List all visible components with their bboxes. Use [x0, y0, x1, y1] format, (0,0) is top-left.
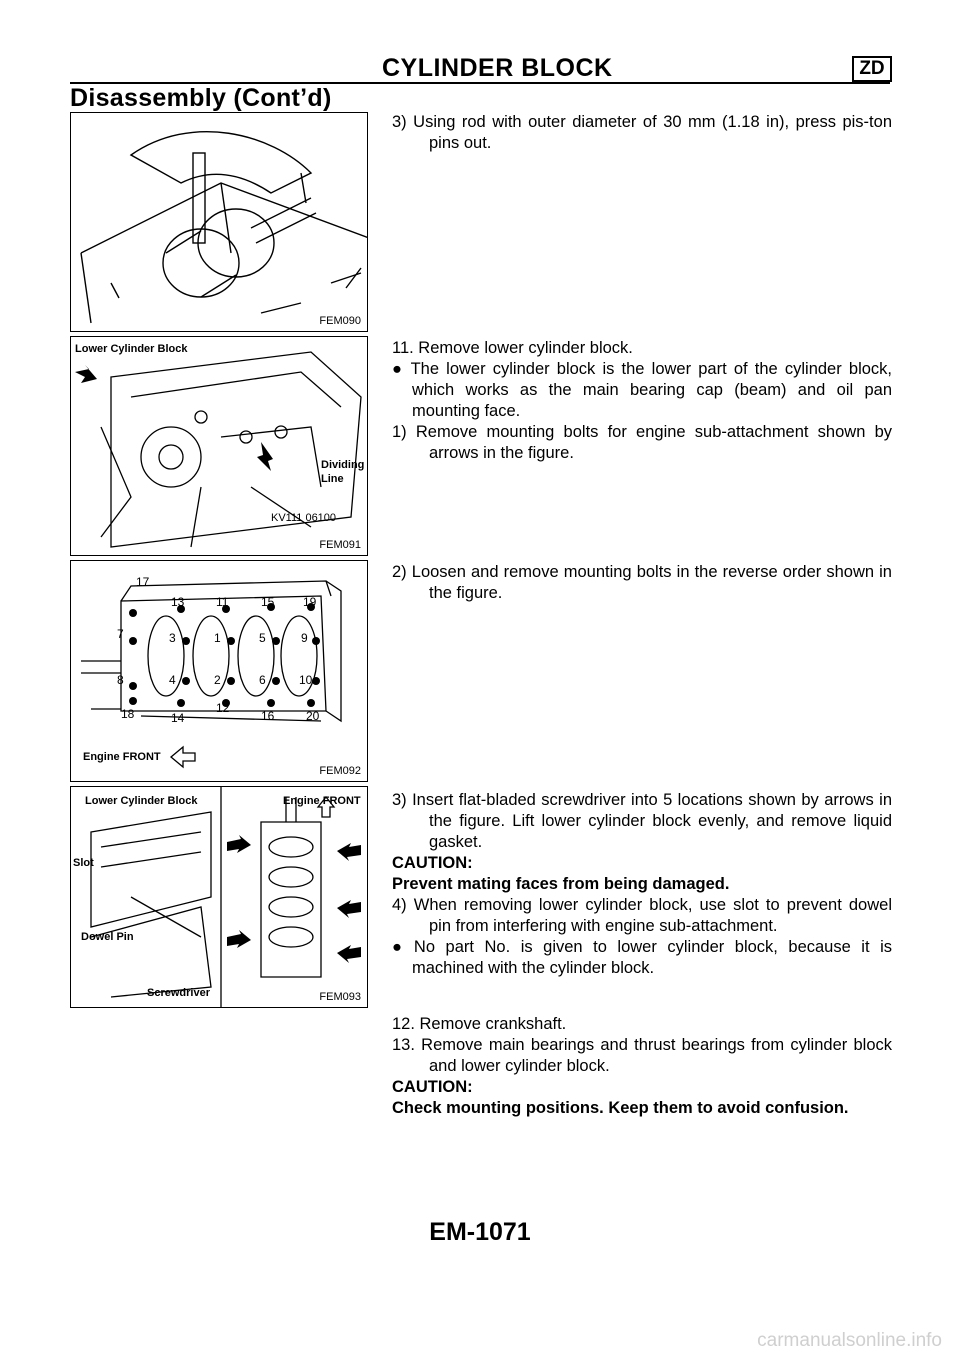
- figure-bolt-order: [70, 560, 368, 782]
- bolt-18: 18: [121, 707, 135, 721]
- section-title: CYLINDER BLOCK: [382, 54, 613, 82]
- watermark: carmanualsonline.info: [757, 1330, 942, 1351]
- step-loosen-bolts: 2) Loosen and remove mounting bolts in the reverse order shown in the figure.: [392, 563, 892, 602]
- step-remove-sub-attachment-bolts: 1) Remove mounting bolts for engine sub-attachment shown by arrows in the figure.: [392, 423, 892, 462]
- step-12: 12. Remove crankshaft.: [392, 1015, 567, 1033]
- caution-heading: CAUTION:: [392, 854, 473, 872]
- text-section-crankshaft: [392, 1014, 892, 1119]
- bullet-lower-block-description: ● The lower cylinder block is the lower part of the cylinder block, which works as the main bearing cap (beam) and oil pan mounting face.: [392, 360, 892, 420]
- label-engine-front: Engine FRONT: [83, 751, 161, 763]
- bullet-icon: ●: [392, 360, 405, 378]
- bolt-19: 19: [303, 595, 317, 609]
- bullet-icon: ●: [392, 938, 408, 956]
- caution-text: Prevent mating faces from being damaged.: [392, 875, 730, 893]
- bolt-14: 14: [171, 711, 185, 725]
- piston-pin-illustration: [71, 113, 368, 332]
- section-subtitle: Disassembly (Cont’d): [70, 84, 332, 112]
- bolt-17: 17: [136, 575, 150, 589]
- bolt-13: 13: [171, 595, 185, 609]
- label-lower-cylinder-block: Lower Cylinder Block: [85, 795, 198, 807]
- engine-badge: ZD: [852, 56, 892, 82]
- page-number: EM-1071: [429, 1218, 531, 1246]
- step-13: 13. Remove main bearings and thrust bearings from cylinder block and lower cylinder block.: [392, 1036, 892, 1075]
- label-dividing: Dividing: [321, 459, 365, 471]
- bolt-2: 2: [214, 673, 221, 687]
- bolt-1: 1: [214, 631, 221, 645]
- bullet-no-part-number: ● No part No. is given to lower cylinder block, because it is machined with the cylinder block.: [392, 938, 893, 977]
- figure-code: FEM093: [319, 991, 361, 1003]
- bolt-12: 12: [216, 701, 230, 715]
- figure-screwdriver-locations: [70, 786, 368, 1008]
- figure-lower-cylinder-bolts: [70, 336, 368, 556]
- label-engine-front: Engine FRONT: [283, 795, 361, 807]
- text-section-loosen-bolts: [392, 562, 892, 604]
- step-11: 11. Remove lower cylinder block.: [392, 339, 633, 357]
- bolt-8: 8: [117, 673, 124, 687]
- figure-code: FEM090: [319, 315, 361, 327]
- text-section-screwdriver: [392, 790, 892, 979]
- figure-piston-pin: [70, 112, 368, 332]
- bolt-11: 11: [216, 595, 229, 609]
- label-screwdriver: Screwdriver: [147, 987, 210, 999]
- bolt-15: 15: [261, 595, 275, 609]
- text-section-piston-pins: [392, 112, 892, 154]
- bolt-5: 5: [259, 631, 266, 645]
- screwdriver-illustration: [71, 787, 368, 1008]
- figure-code: FEM091: [319, 539, 361, 551]
- bolt-9: 9: [301, 631, 308, 645]
- bolt-20: 20: [306, 709, 320, 723]
- bolt-7: 7: [117, 627, 124, 641]
- bolt-4: 4: [169, 673, 176, 687]
- figure-code: FEM092: [319, 765, 361, 777]
- label-dowel-pin: Dowel Pin: [81, 931, 134, 943]
- bolt-6: 6: [259, 673, 266, 687]
- bolt-10: 10: [299, 673, 313, 687]
- step-insert-screwdriver: 3) Insert flat-bladed screwdriver into 5 locations shown by arrows in the figure. Lift lower cylinder block evenly, and remove liquid gasket.: [392, 791, 892, 851]
- bolt-16: 16: [261, 709, 275, 723]
- bolt-3: 3: [169, 631, 176, 645]
- label-tool-number: KV111 06100: [271, 512, 337, 524]
- label-slot: Slot: [73, 857, 94, 869]
- caution-text: Check mounting positions. Keep them to avoid confusion.: [392, 1099, 849, 1117]
- step-use-slot: 4) When removing lower cylinder block, use slot to prevent dowel pin from interfering with engine sub-attachment.: [392, 896, 892, 935]
- caution-heading: CAUTION:: [392, 1078, 473, 1096]
- label-lower-cylinder-block: Lower Cylinder Block: [75, 343, 188, 355]
- text-section-remove-lower-block: [392, 338, 892, 464]
- step-press-piston-pins: 3) Using rod with outer diameter of 30 mm (1.18 in), press pis-ton pins out.: [392, 113, 892, 152]
- label-line: Line: [321, 473, 344, 485]
